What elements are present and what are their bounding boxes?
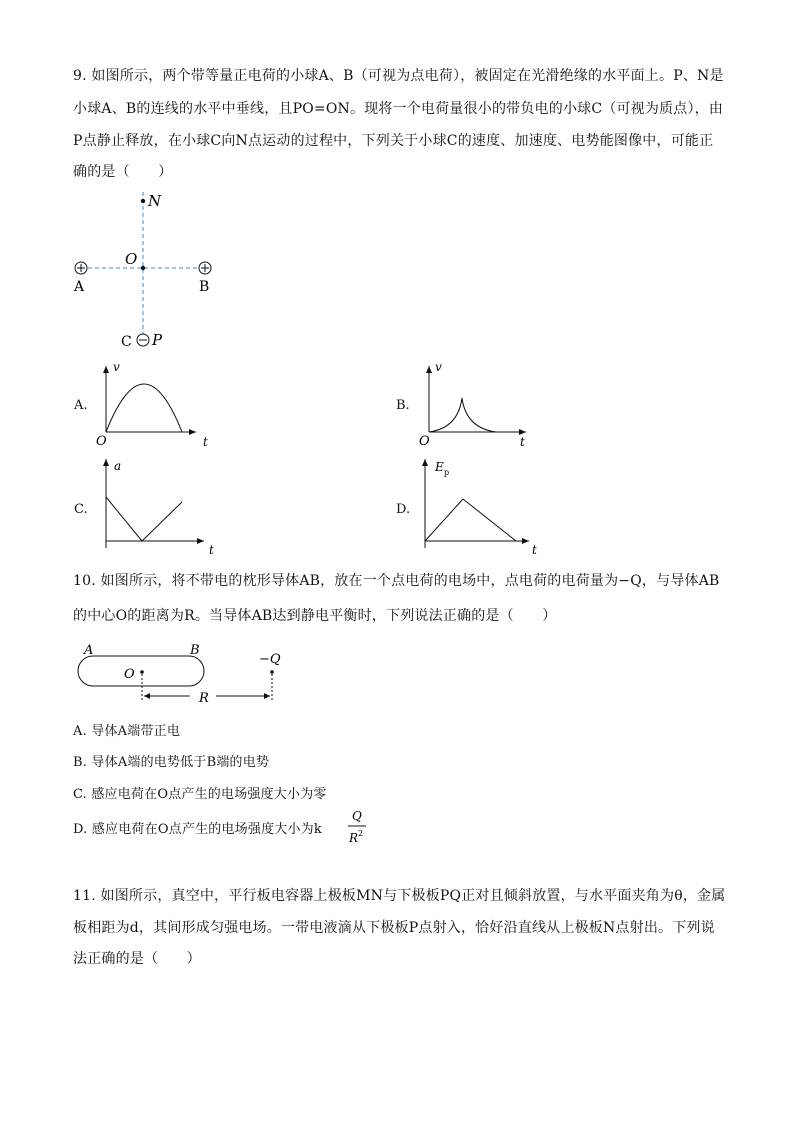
q10-option-b[interactable]: B. 导体A端的电势低于B端的电势	[73, 755, 270, 770]
formula-denominator: R	[349, 831, 359, 845]
q10-option-a[interactable]: A. 导体A端带正电	[73, 724, 181, 739]
label-o: O	[125, 250, 138, 268]
label-p: P	[152, 331, 163, 349]
q9-line-3: P点静止释放，在小球C向N点运动的过程中，下列关于小球C的速度、加速度、电势能图像中，可能正	[73, 133, 714, 149]
charge-c	[137, 334, 149, 346]
q10-option-d[interactable]: D. 感应电荷在O点产生的电场强度大小为k	[73, 822, 322, 837]
q9-option-a-label[interactable]: A.	[74, 398, 88, 413]
label-b: B	[199, 279, 210, 295]
label-a: A	[74, 279, 85, 295]
charge-a	[75, 262, 87, 274]
q11-line-2: 板相距为d，其间形成匀强电场。一带电液滴从下极板P点射入，恰好沿直线从上极板N点射出。下列说	[73, 920, 715, 936]
svg-text:v: v	[113, 360, 120, 374]
pillow-conductor	[78, 656, 204, 686]
center-o	[140, 670, 144, 674]
label-c: C	[121, 334, 132, 350]
formula-numerator: Q	[352, 809, 362, 823]
label-center-o: O	[124, 667, 135, 682]
label-n: N	[148, 192, 162, 210]
graph-d	[425, 459, 537, 557]
svg-text:E: E	[435, 460, 444, 474]
q11-line-1: 11. 如图所示，真空中，平行板电容器上极板MN与下极板PQ正对且倾斜放置，与水平面夹角为θ，金属	[73, 888, 726, 904]
q9-line-1: 9. 如图所示，两个带等量正电荷的小球A、B（可视为点电荷），被固定在光滑绝缘的水平面上。P、N是	[73, 68, 724, 84]
svg-text:a: a	[114, 459, 122, 473]
svg-text:t: t	[209, 543, 214, 557]
point-n	[141, 199, 145, 203]
label-end-a: A	[84, 643, 94, 658]
label-distance-r: R	[199, 691, 209, 706]
q9-option-c-label[interactable]: C.	[74, 502, 88, 517]
point-o	[141, 266, 145, 270]
q11-line-3: 法正确的是（ ）	[73, 951, 201, 967]
graph-c	[106, 459, 214, 557]
label-end-b: B	[190, 643, 200, 658]
point-charge	[270, 670, 274, 674]
q10-option-c[interactable]: C. 感应电荷在O点产生的电场强度大小为零	[73, 787, 327, 802]
q9-line-4: 确的是（ ）	[73, 164, 173, 180]
svg-text:p: p	[444, 468, 450, 477]
graph-a	[96, 360, 208, 449]
svg-text:t: t	[532, 543, 537, 557]
q10-line-2: 的中心O的距离为R。当导体AB达到静电平衡时，下列说法正确的是（ ）	[73, 608, 557, 624]
charge-b	[199, 262, 211, 274]
label-charge: −Q	[259, 652, 281, 667]
q9-option-d-label[interactable]: D.	[396, 502, 411, 517]
formula-exponent: 2	[358, 829, 364, 838]
q9-line-2: 小球A、B的连线的水平中垂线，且PO=ON。现将一个电荷量很小的带负电的小球C（可视为质点），由	[73, 101, 724, 117]
svg-text:t: t	[520, 435, 525, 449]
svg-text:O: O	[96, 434, 107, 449]
q9-option-b-label[interactable]: B.	[396, 398, 410, 413]
graph-b	[419, 360, 526, 449]
q10-line-1: 10. 如图所示，将不带电的枕形导体AB，放在一个点电荷的电场中，点电荷的电荷量为−Q，与导体AB	[73, 573, 720, 589]
svg-text:v: v	[435, 360, 442, 374]
svg-text:t: t	[203, 435, 208, 449]
svg-text:O: O	[419, 434, 430, 449]
